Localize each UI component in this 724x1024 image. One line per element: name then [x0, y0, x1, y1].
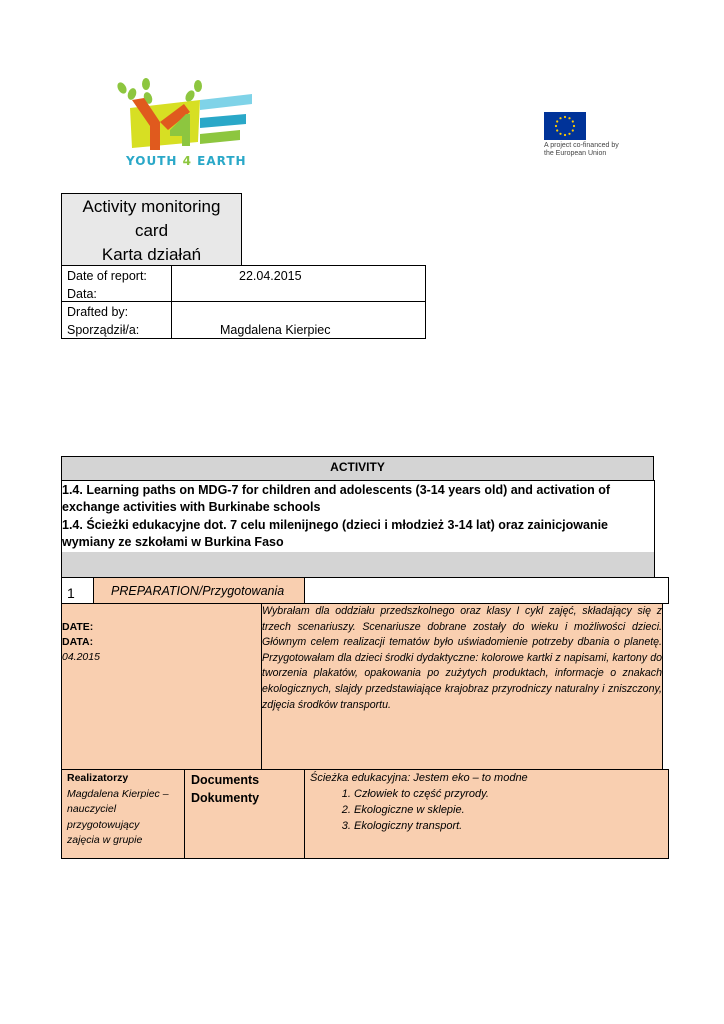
date-of-report-value: 22.04.2015 [239, 269, 302, 283]
implementers-line3: przygotowujący [67, 818, 140, 831]
activity-header [61, 456, 654, 481]
activity-title-pl: 1.4. Ścieżki edukacyjne dot. 7 celu milenijnego (dzieci i młodzież 3-14 lat) oraz zainicjowanie wymiany ze szkołami w Burkina Faso [62, 518, 609, 549]
card-title-box [61, 193, 242, 266]
drafted-by-label [67, 303, 139, 339]
logo-text-earth: EARTH [191, 154, 247, 168]
activity-title-box [61, 480, 655, 552]
documents-label-en: Documents [191, 773, 260, 787]
phase-description: Wybrałam dla oddziału przedszkolnego oraz klasy I cykl zajęć, składający się z trzech scenariuszy. Scenariusze dobrane zostały do wieku i możliwości dzieci. Głównym celem realizacji tematów było uświadomienie potrzeby dbania o planetę. Przygotowałam dla dzieci środki dydaktyczne: kolorowe kartki z napisami, kartony do tworzenia plakatów, opakowania po zużytych produktach, informacje o znakach ekologicznych, slajdy przedstawiające krajobraz przyrodniczy naturalny i zniszczony, zdjęcia środków transportu. [262, 605, 662, 711]
youth4earth-logo [110, 78, 270, 170]
phase-details [61, 604, 663, 770]
date-label-en: Date of report: [67, 269, 147, 283]
phase-date-value: 04.2015 [62, 651, 100, 663]
phase-date-label-en: DATE: [62, 621, 94, 633]
phase-date-label-pl: DATA: [62, 636, 94, 648]
drafted-label-en: Drafted by: [67, 305, 129, 319]
documents-content [310, 770, 666, 834]
list-item: 3. Ekologiczny transport. [354, 818, 666, 834]
logo-text [126, 154, 247, 168]
documents-list [310, 786, 666, 834]
implementers-label: Realizatorzy [67, 772, 129, 784]
list-item: 2. Ekologiczne w sklepie. [354, 802, 666, 818]
implementers-line2: nauczyciel [67, 803, 117, 815]
implementers-cell [67, 771, 183, 849]
documents-label [191, 771, 259, 807]
phase-name-cell [93, 578, 305, 603]
eu-flag-icon [544, 112, 586, 140]
logo-text-youth: YOUTH [126, 154, 183, 168]
logo-text-4: 4 [182, 154, 192, 168]
phase-name: PREPARATION/Przygotowania [111, 584, 285, 598]
card-title-line1: Activity monitoring [82, 197, 221, 216]
date-of-report-label [67, 267, 147, 303]
implementers-line4: zajęcia w grupie [67, 834, 143, 846]
phase-row [61, 577, 669, 604]
phase-date-block [62, 620, 100, 665]
card-title-line2: card [134, 221, 169, 240]
documents-label-pl: Dokumenty [191, 791, 260, 805]
report-info-table [61, 265, 426, 339]
drafted-label-pl: Sporządził/a: [67, 323, 140, 337]
card-title-line3: Karta działań [101, 245, 202, 264]
bottom-row [61, 769, 669, 859]
drafted-by-value: Magdalena Kierpiec [220, 323, 331, 337]
phase-number: 1 [67, 585, 75, 601]
date-label-pl: Data: [67, 287, 97, 301]
activity-header-label: ACTIVITY [330, 460, 385, 474]
activity-title-en: 1.4. Learning paths on MDG-7 for children and adolescents (3-14 years old) and activation of exchange activities with Burkinabe schools [62, 483, 611, 514]
eu-caption: A project co-financed by the European Union [544, 142, 619, 157]
list-item: 1. Człowiek to część przyrody. [354, 786, 666, 802]
activity-grey-band [61, 552, 655, 578]
educational-path-title: Ścieżka edukacyjna: Jestem eko – to modne [310, 772, 528, 784]
implementers-line1: Magdalena Kierpiec – [67, 787, 169, 800]
logo-graphic [110, 78, 270, 156]
